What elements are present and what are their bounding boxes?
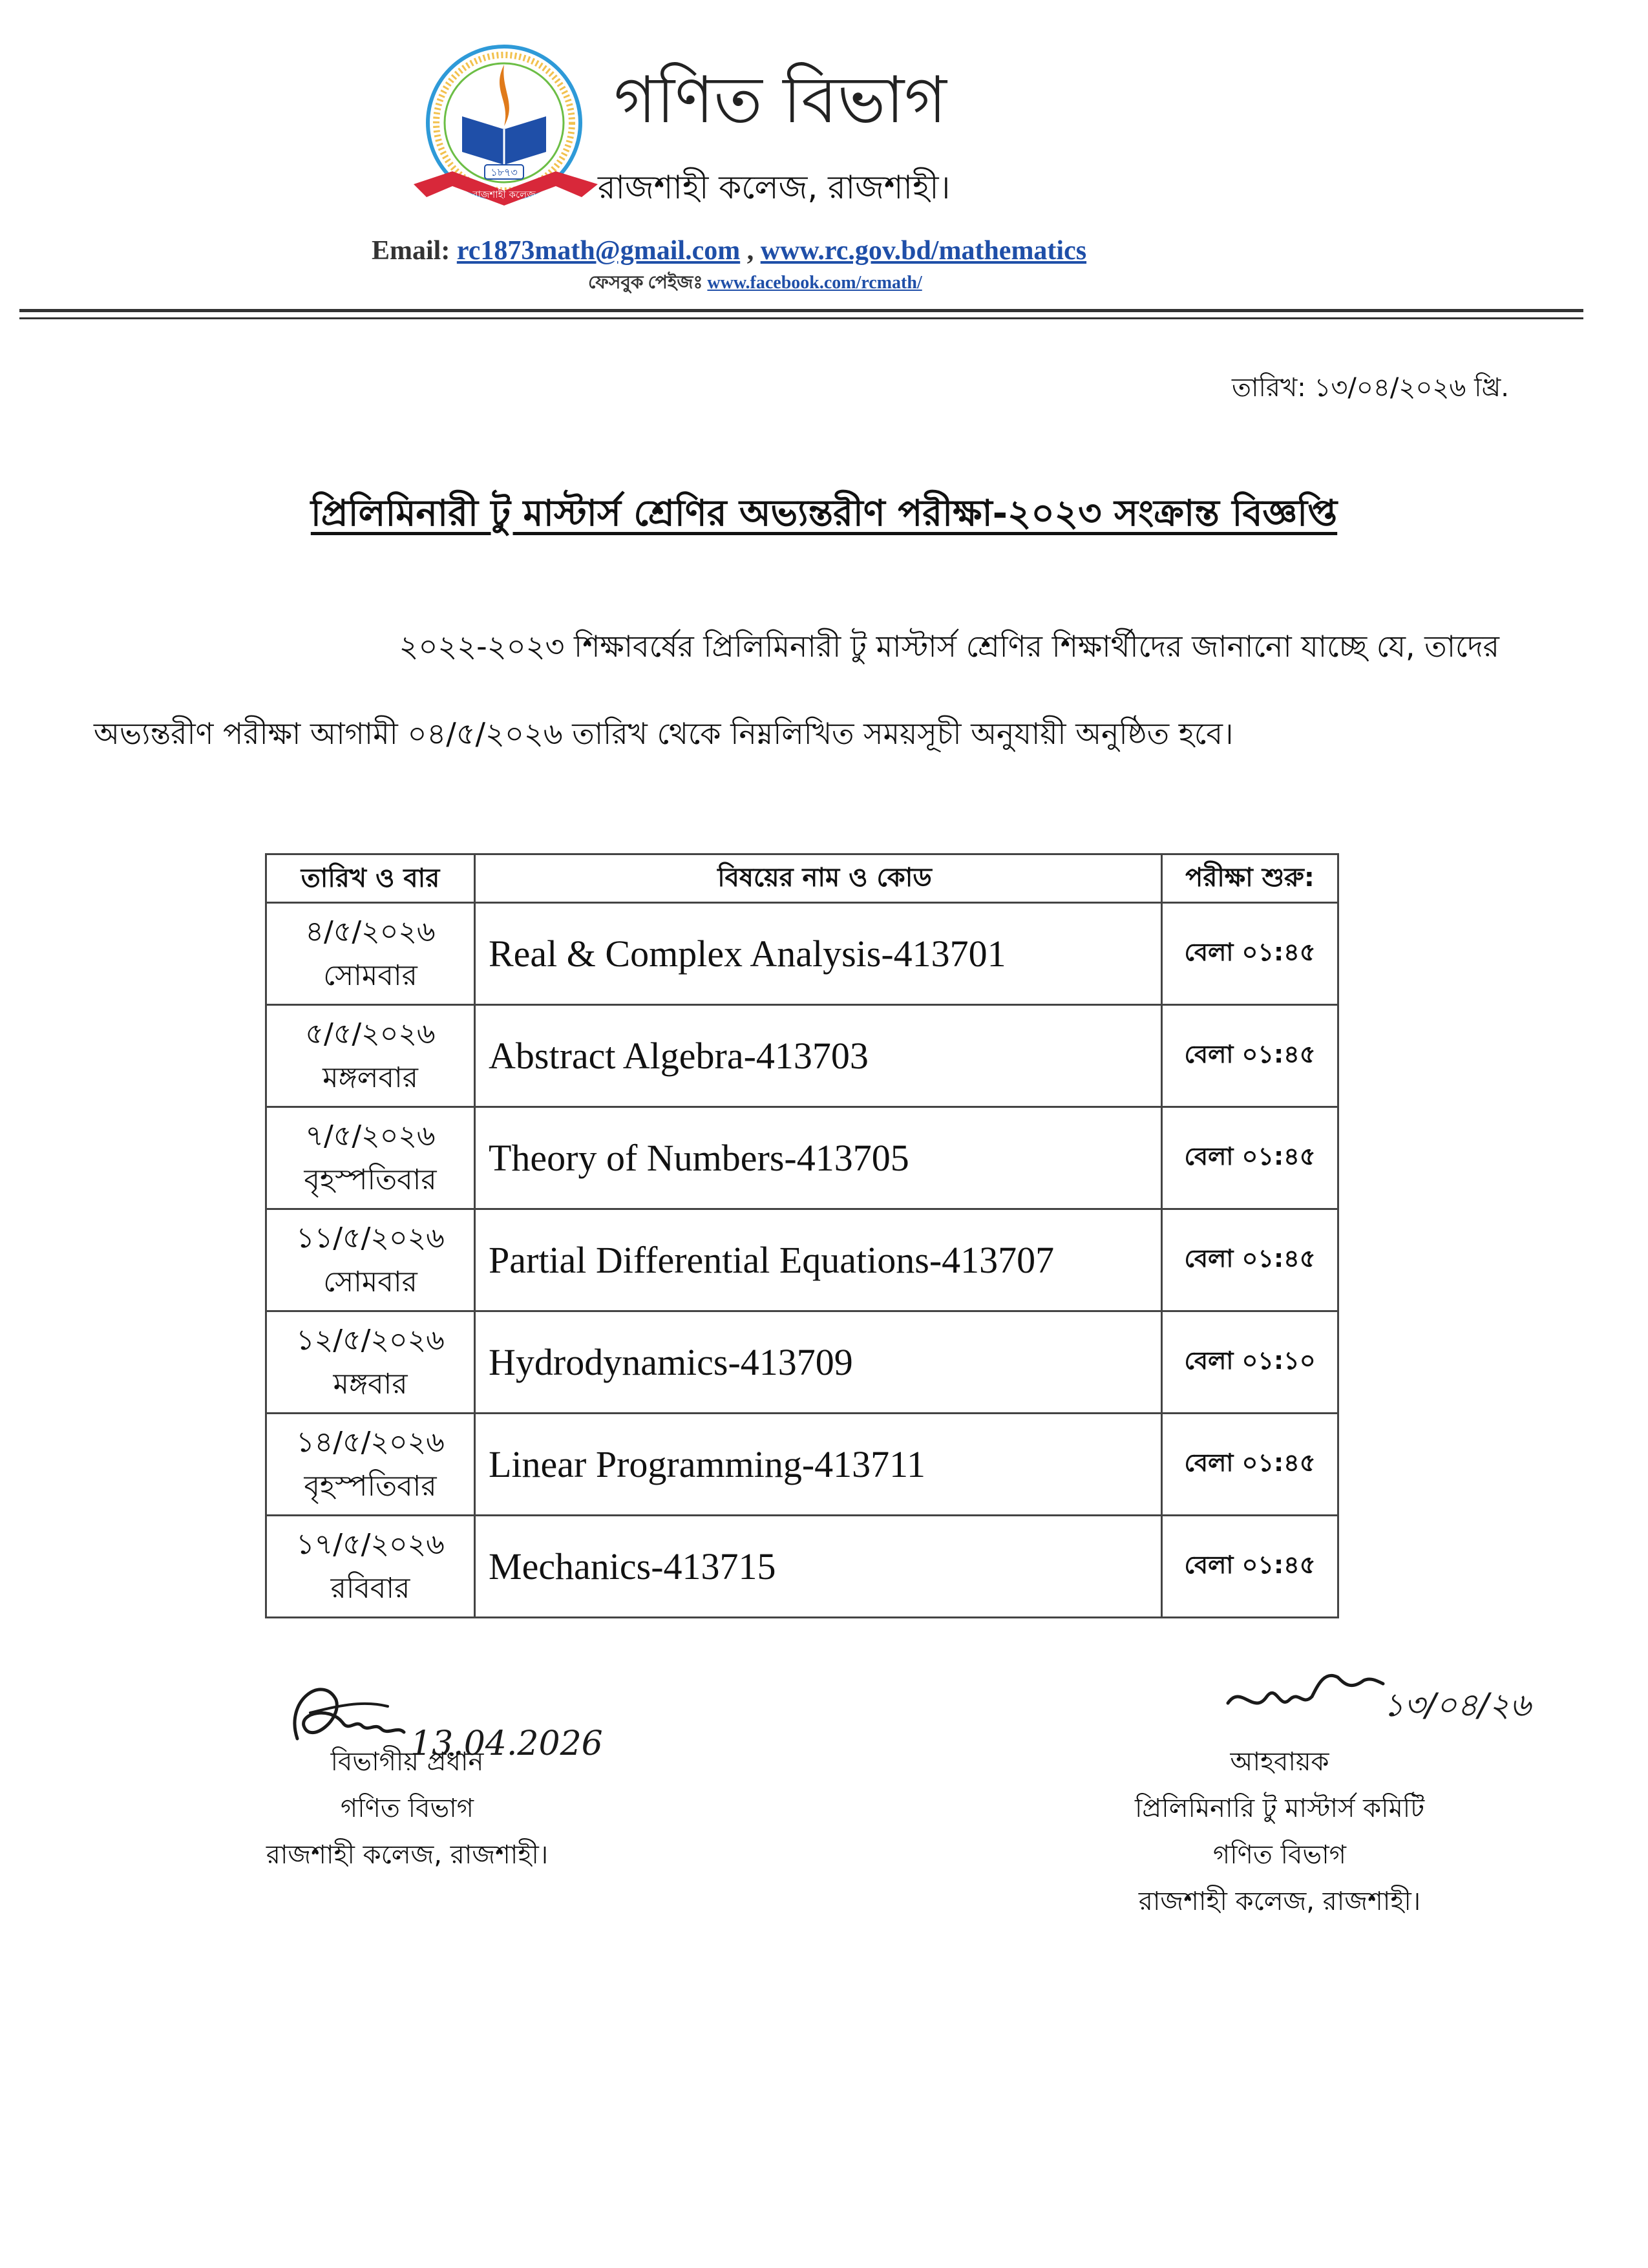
email-link[interactable]: rc1873math@gmail.com <box>456 236 741 266</box>
header-date-day: তারিখ ও বার <box>266 854 475 903</box>
notice-date: তারিখ: ১৩/০৪/২০২৬ খ্রি. <box>1231 373 1509 403</box>
logo-ribbon-text: রাজশাহী কলেজ <box>472 189 536 200</box>
cell-time: বেলা ০১:১০ <box>1162 1311 1338 1414</box>
cell-day: রবিবার <box>330 1571 410 1605</box>
cell-day: বৃহস্পতিবার <box>304 1469 437 1503</box>
cell-day: সোমবার <box>323 1265 417 1298</box>
header-divider <box>19 309 1583 312</box>
header-subject: বিষয়ের নাম ও কোড <box>475 854 1162 903</box>
cell-date-day <box>266 1005 475 1107</box>
cell-day: সোমবার <box>323 959 417 992</box>
table-row <box>266 903 1338 1005</box>
cell-date-day <box>266 1414 475 1516</box>
cell-date: ১৪/৫/২০২৬ <box>296 1425 445 1459</box>
cell-date-day <box>266 1107 475 1209</box>
contact-line <box>372 233 1086 269</box>
table-header-row <box>266 854 1338 903</box>
signature-left-date: 13.04.2026 <box>410 1724 603 1763</box>
cell-date: ১১/৫/২০২৬ <box>296 1221 445 1255</box>
cell-subject: Abstract Algebra-413703 <box>475 1005 1162 1107</box>
cell-date-day <box>266 1209 475 1311</box>
signatory-right-college: রাজশাহী কলেজ, রাজশাহী। <box>1138 1887 1421 1916</box>
cell-subject: Partial Differential Equations-413707 <box>475 1209 1162 1311</box>
college-logo <box>407 39 607 213</box>
table-row <box>266 1209 1338 1311</box>
cell-time: বেলা ০১:৪৫ <box>1162 1005 1338 1107</box>
cell-date: ৪/৫/২০২৬ <box>305 915 436 948</box>
cell-time: বেলা ০১:৪৫ <box>1162 1414 1338 1516</box>
exam-schedule-table <box>265 853 1339 1618</box>
facebook-label: ফেসবুক পেইজঃ <box>588 273 703 293</box>
website-link[interactable]: www.rc.gov.bd/mathematics <box>760 236 1087 266</box>
table-row <box>266 1311 1338 1414</box>
facebook-link[interactable]: www.facebook.com/rcmath/ <box>707 273 922 293</box>
cell-date: ১৭/৫/২০২৬ <box>296 1527 445 1561</box>
body-line-2: অভ্যন্তরীণ পরীক্ষা আগামী ০৪/৫/২০২৬ তারিখ থেকে নিম্নলিখিত সময়সূচী অনুযায়ী অনুষ্ঠিত হবে। <box>94 716 1234 751</box>
signatory-left <box>0 1739 633 1878</box>
cell-day: বৃহস্পতিবার <box>304 1163 437 1196</box>
college-name: রাজশাহী কলেজ, রাজশাহী। <box>598 169 951 206</box>
cell-day: মঙ্গলবার <box>322 1061 418 1094</box>
cell-subject: Linear Programming-413711 <box>475 1414 1162 1516</box>
header-start-time: পরীক্ষা শুরু: <box>1162 854 1338 903</box>
cell-day: মঙ্গবার <box>333 1367 408 1401</box>
signatory-right-committee: প্রিলিমিনারি টু মাস্টার্স কমিটি <box>1134 1794 1425 1823</box>
table-row <box>266 1107 1338 1209</box>
body-line-1: ২০২২-২০২৩ শিক্ষাবর্ষের প্রিলিমিনারী টু মাস্টার্স শ্রেণির শিক্ষার্থীদের জানানো যাচ্ছে যে, তাদের <box>399 629 1499 664</box>
email-label: Email: <box>372 236 450 266</box>
cell-time: বেলা ০১:৪৫ <box>1162 903 1338 1005</box>
signatory-left-title: বিভাগীয় প্রধান <box>330 1747 484 1777</box>
cell-subject: Mechanics-413715 <box>475 1516 1162 1618</box>
signatory-right-title: আহবায়ক <box>1230 1747 1329 1777</box>
cell-time: বেলা ০১:৪৫ <box>1162 1209 1338 1311</box>
notice-title <box>0 488 1648 540</box>
signature-right-date: ১৩/০৪/২৬ <box>1383 1686 1531 1724</box>
signatory-right <box>1099 1739 1461 1925</box>
notice-title-text: প্রিলিমিনারী টু মাস্টার্স শ্রেণির অভ্যন্তরীণ পরীক্ষা-২০২৩ সংক্রান্ত বিজ্ঞপ্তি <box>310 493 1338 535</box>
cell-date: ৫/৫/২০২৬ <box>305 1017 436 1050</box>
signatory-right-dept: গণিত বিভাগ <box>1213 1840 1346 1870</box>
table-row <box>266 1414 1338 1516</box>
table-row <box>266 1516 1338 1618</box>
cell-date-day <box>266 1311 475 1414</box>
cell-date-day <box>266 903 475 1005</box>
cell-subject: Theory of Numbers-413705 <box>475 1107 1162 1209</box>
facebook-line <box>588 270 922 296</box>
cell-time: বেলা ০১:৪৫ <box>1162 1107 1338 1209</box>
cell-date-day <box>266 1516 475 1618</box>
contact-separator: , <box>746 236 754 266</box>
cell-date: ৭/৫/২০২৬ <box>305 1119 436 1152</box>
signatory-left-dept: গণিত বিভাগ <box>341 1794 474 1823</box>
signatory-left-college: রাজশাহী কলেজ, রাজশাহী। <box>266 1840 549 1870</box>
cell-subject: Hydrodynamics-413709 <box>475 1311 1162 1414</box>
table-row <box>266 1005 1338 1107</box>
logo-year: ১৮৭৩ <box>491 166 518 178</box>
cell-date: ১২/৫/২০২৬ <box>296 1323 445 1357</box>
header-divider-thin <box>19 317 1583 319</box>
department-name: গণিত বিভাগ <box>614 62 947 138</box>
cell-subject: Real & Complex Analysis-413701 <box>475 903 1162 1005</box>
cell-time: বেলা ০১:৪৫ <box>1162 1516 1338 1618</box>
